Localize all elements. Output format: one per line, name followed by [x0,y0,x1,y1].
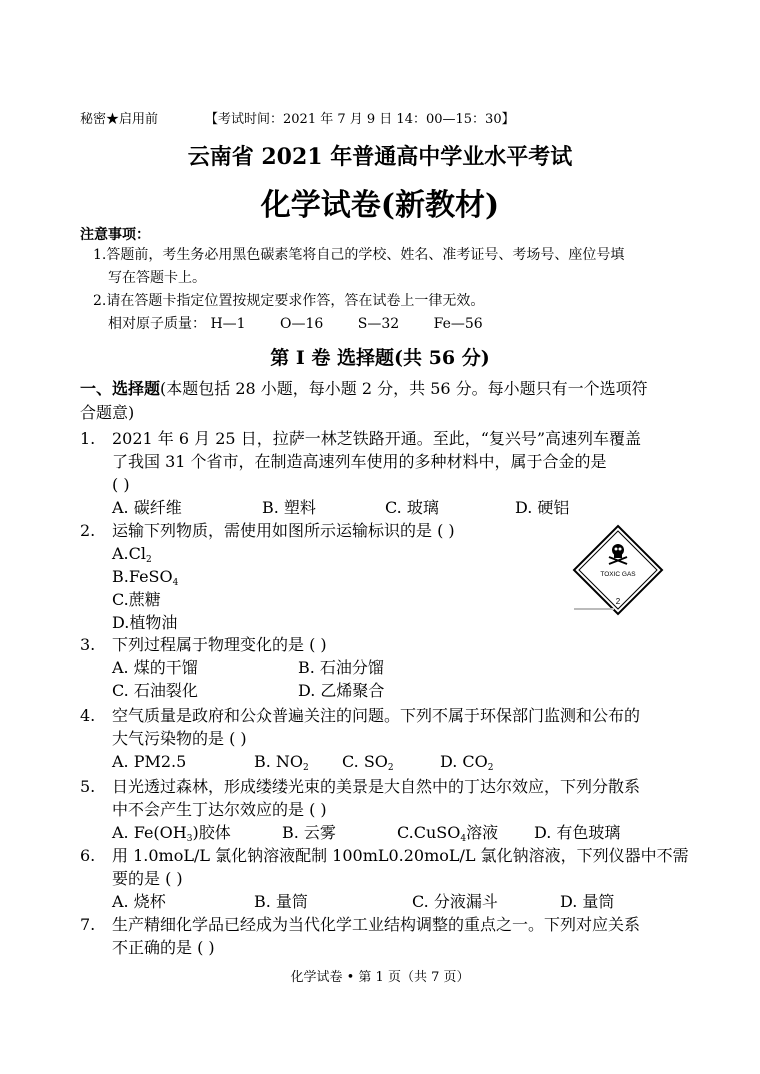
q3-option-b: B. 石油分馏 [298,658,384,677]
q6-number: 6. [80,846,96,865]
q4-option-b: B. $NO_2$ [254,752,309,773]
toxic-gas-sign [572,524,664,616]
notice-item-1-cont: 写在答题卡上。 [108,270,206,286]
q5-stem-2: 中不会产生丁达尔效应的是 ( ) [112,800,327,819]
notice-heading: 注意事项： [80,227,150,243]
part-desc: (本题包括 28 小题，每小题 2 分，共 56 分。每小题只有一个选项符 [160,379,648,398]
q3-option-d: D. 乙烯聚合 [298,681,385,700]
q5-option-b: B. 云雾 [282,823,336,842]
q5-stem: 日光透过森林，形成缕缕光束的美景是大自然中的丁达尔效应，下列分散系 [112,777,641,796]
q1-answer-blank: ( ) [112,475,130,494]
q4-number: 4. [80,706,96,725]
q5-option-d: D. 有色玻璃 [534,823,621,842]
q6-stem: 用 1.0moL/L 氯化钠溶液配制 100mL0.20moL/L 氯化钠溶液，下列仪器中不需 [112,846,689,865]
q6-stem-2: 要的是 ( ) [112,869,183,888]
q7-stem-2: 不正确的是 ( ) [112,938,215,957]
section-title: 第 I 卷 选择题(共 56 分) [270,347,490,369]
q2-number: 2. [80,521,96,540]
exam-title: 云南省 2021 年普通高中学业水平考试 [187,144,573,170]
notice-item-1: 1.答题前，考生务必用黑色碳素笔将自己的学校、姓名、准考证号、考场号、座位号填 [93,247,625,263]
q1-option-a: A. 碳纤维 [112,498,182,517]
atomic-mass-s: S—32 [357,316,400,332]
q6-option-a: A. 烧杯 [112,892,166,911]
q3-stem: 下列过程属于物理变化的是 ( ) [112,635,327,654]
q5-option-a: A. $Fe(OH_3)$胶体 [112,823,231,844]
q2-option-b: B.FeSO$_4$ [112,567,179,588]
atomic-mass-o: O—16 [280,316,324,332]
q6-option-b: B. 量筒 [254,892,308,911]
q2-stem: 运输下列物质，需使用如图所示运输标识的是 ( ) [112,521,455,540]
q4-option-a: A. PM2.5 [112,752,187,771]
q6-option-c: C. 分液漏斗 [412,892,498,911]
q1-option-b: B. 塑料 [262,498,316,517]
q1-option-d: D. 硬铝 [515,498,570,517]
q7-stem: 生产精细化学品已经成为当代化学工业结构调整的重点之一。下列对应关系 [112,915,641,934]
q3-number: 3. [80,635,96,654]
q4-stem: 空气质量是政府和公众普遍关注的问题。下列不属于环保部门监测和公布的 [112,706,641,725]
secret-label: 秘密★启用前 [80,112,159,127]
q1-stem-2: 了我国 31 个省市，在制造高速列车使用的多种材料中，属于合金的是 [112,452,607,471]
q3-option-c: C. 石油裂化 [112,681,198,700]
page-footer: 化学试卷 • 第 1 页（共 7 页） [290,970,470,985]
q3-option-a: A. 煤的干馏 [112,658,198,677]
q6-option-d: D. 量筒 [560,892,615,911]
q5-option-c: C.CuSO$_4$溶液 [397,823,499,844]
sign-class: 2 [615,597,621,606]
q1-stem: 2021 年 6 月 25 日，拉萨一林芝铁路开通。至此，“复兴号”高速列车覆盖 [112,429,642,448]
atomic-mass-fe: Fe—56 [433,316,483,332]
sign-underline [574,608,614,610]
atomic-mass-h: H—1 [210,316,246,332]
paper-title: 化学试卷(新教材) [260,188,500,223]
exam-time: 【考试时间：2021 年 7 月 9 日 14：00—15：30】 [205,112,515,127]
q2-option-a: $A.Cl_2$ [112,544,152,565]
sign-text: TOXIC GAS [600,571,636,578]
part-heading: 一、选择题 [80,379,161,398]
q5-number: 5. [80,777,96,796]
q4-option-c: C. $SO_2$ [342,752,394,773]
q2-option-d: D.植物油 [112,613,178,632]
q4-option-d: D. $CO_2$ [440,752,494,773]
q4-stem-2: 大气污染物的是 ( ) [112,729,247,748]
q1-number: 1. [80,429,96,448]
part-intro [80,378,648,400]
q2-option-c: C.蔗糖 [112,590,161,609]
notice-item-2: 2.请在答题卡指定位置按规定要求作答，答在试卷上一律无效。 [93,293,485,309]
atomic-masses [108,313,483,333]
q7-number: 7. [80,915,96,934]
q1-option-c: C. 玻璃 [385,498,439,517]
part-desc-cont: 合题意) [80,403,135,422]
atomic-mass-label: 相对原子质量： [108,316,206,332]
